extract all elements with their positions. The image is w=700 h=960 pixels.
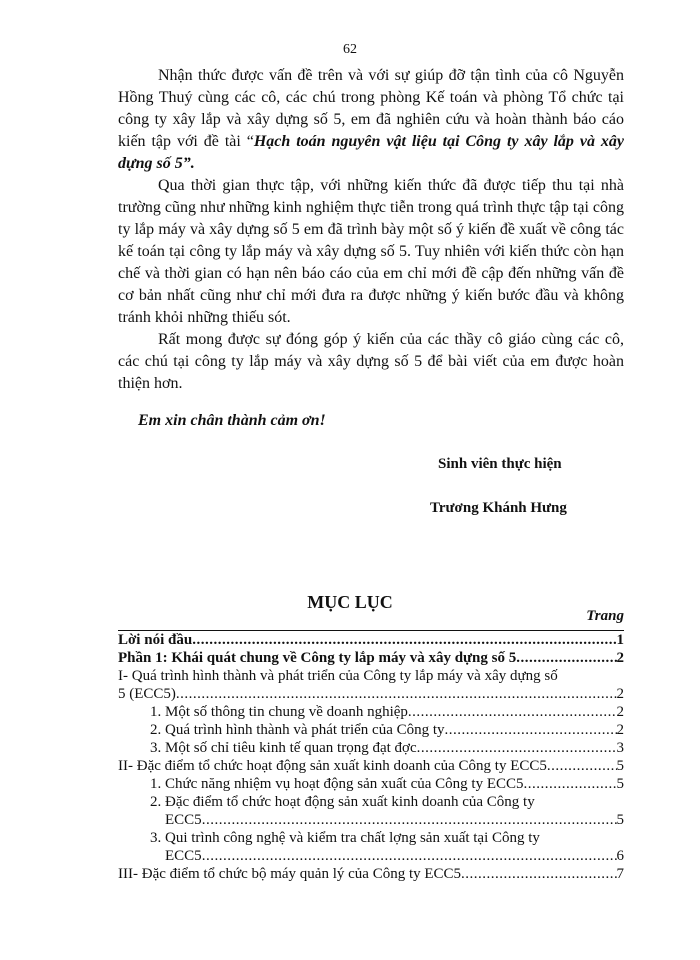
toc-entry-text: 2. Quá trình hình thành và phát triển của Công ty xyxy=(150,722,445,738)
signature-role: Sinh viên thực hiện xyxy=(438,456,562,472)
toc-entry-wrapped-line1: 2. Đặc điểm tổ chức hoạt động sản xuất kinh doanh của Công ty xyxy=(150,794,535,810)
paragraph-3: Rất mong được sự đóng góp ý kiến của các thầy cô giáo cùng các cô, các chú tại công ty lắp máy và xây dựng số 5 để bài viết của em được hoàn thiện hơn. xyxy=(118,331,624,392)
toc-entry-wrapped-line1: I- Quá trình hình thành và phát triển của Công ty lắp máy và xây dựng số xyxy=(118,668,558,684)
toc-leader xyxy=(202,847,617,865)
toc-entry-text: ECC5 xyxy=(165,848,202,864)
toc-entry-text: 1. Chức năng nhiệm vụ hoạt động sản xuất của Công ty ECC5 xyxy=(150,776,524,792)
page-number: 62 xyxy=(343,42,357,57)
toc-leader xyxy=(547,757,617,775)
toc-entry xyxy=(118,847,624,865)
toc-entry-page: 2 xyxy=(616,722,624,738)
toc-entry-text: 3. Một số chỉ tiêu kinh tế quan trọng đạt đợc xyxy=(150,740,417,756)
toc-leader xyxy=(516,649,616,667)
toc-entry-page: 6 xyxy=(616,848,624,864)
toc-entry-page: 5 xyxy=(616,812,624,828)
toc-entry xyxy=(118,649,624,667)
toc-entry-text: III- Đặc điểm tổ chức bộ máy quản lý của Công ty ECC5 xyxy=(118,866,462,882)
toc-title: MỤC LỤC xyxy=(307,592,393,612)
toc-entry-page: 1 xyxy=(616,632,624,648)
toc-entry xyxy=(118,775,624,793)
toc-entry-page: 5 xyxy=(616,758,624,774)
toc-entry xyxy=(118,630,624,649)
toc-entry-page: 2 xyxy=(616,704,624,720)
paragraph-1-text: Nhận thức được vấn đề trên và với sự giúp đỡ tận tình của cô Nguyễn Hồng Thuý cùng các cô, các chú trong phòng Kế toán và phòng Tổ chức tại công ty xây lắp và xây dựng số 5, em đã nghiên cứu và hoàn thành báo cáo kiến tập với đề tài “ xyxy=(118,67,624,150)
toc-entry-page: 3 xyxy=(616,740,624,756)
toc-leader xyxy=(408,703,617,721)
toc-entry-text: 5 (ECC5) xyxy=(118,686,176,702)
toc-entry xyxy=(118,757,624,775)
table-of-contents xyxy=(118,630,624,883)
signature-name: Trương Khánh Hưng xyxy=(430,500,567,516)
toc-entry-text: 1. Một số thông tin chung về doanh nghiệp xyxy=(150,704,408,720)
toc-entry xyxy=(118,865,624,883)
toc-entry-page: 7 xyxy=(616,866,624,882)
toc-entry xyxy=(118,685,624,703)
toc-entry-text: Lời nói đầu xyxy=(118,632,193,648)
toc-leader xyxy=(524,775,617,793)
toc-leader xyxy=(202,811,617,829)
toc-leader xyxy=(192,631,616,649)
toc-entry xyxy=(118,739,624,757)
toc-entry xyxy=(118,703,624,721)
toc-leader xyxy=(417,739,617,757)
toc-entry-text: II- Đặc điểm tổ chức hoạt động sản xuất kinh doanh của Công ty ECC5 xyxy=(118,758,547,774)
toc-entry-page: 5 xyxy=(616,776,624,792)
report-title-end: ”. xyxy=(182,155,195,172)
report-title: Hạch toán nguyên vật liệu tại Công ty xây lắp và xây dựng số 5 xyxy=(118,133,624,172)
toc-entry-page: 2 xyxy=(616,686,624,702)
toc-entry xyxy=(118,721,624,739)
paragraph-1 xyxy=(118,65,624,175)
toc-page-header: Trang xyxy=(586,608,624,624)
closing-line xyxy=(118,412,326,430)
toc-entry-text: ECC5 xyxy=(165,812,202,828)
closing-text: Em xin chân thành cảm ơn! xyxy=(138,412,326,429)
toc-entry-page: 2 xyxy=(616,650,624,666)
toc-entry-text: Phần 1: Khái quát chung về Công ty lắp máy và xây dựng số 5 xyxy=(118,650,517,666)
toc-entry xyxy=(118,811,624,829)
toc-leader xyxy=(461,865,616,883)
toc-entry-wrapped-line1: 3. Qui trình công nghệ và kiểm tra chất lợng sản xuất tại Công ty xyxy=(150,830,540,846)
toc-leader xyxy=(445,721,617,739)
toc-leader xyxy=(176,685,617,703)
body-text xyxy=(118,65,624,395)
paragraph-2: Qua thời gian thực tập, với những kiến thức đã được tiếp thu tại nhà trường cũng như những kinh nghiệm thực tiễn trong quá trình thực tập tại công ty lắp máy và xây dựng số 5 em đã trình bày một số ý kiến đề xuất về công tác kế toán tại công ty lắp máy và xây dựng số 5. Tuy nhiên với kiến thức còn hạn chế và thời gian có hạn nên báo cáo của em chỉ mới đề cập đến những vấn đề cơ bản nhất cũng như chỉ mới đưa ra được những ý kiến bước đầu và không tránh khỏi những thiếu sót. xyxy=(118,177,624,326)
